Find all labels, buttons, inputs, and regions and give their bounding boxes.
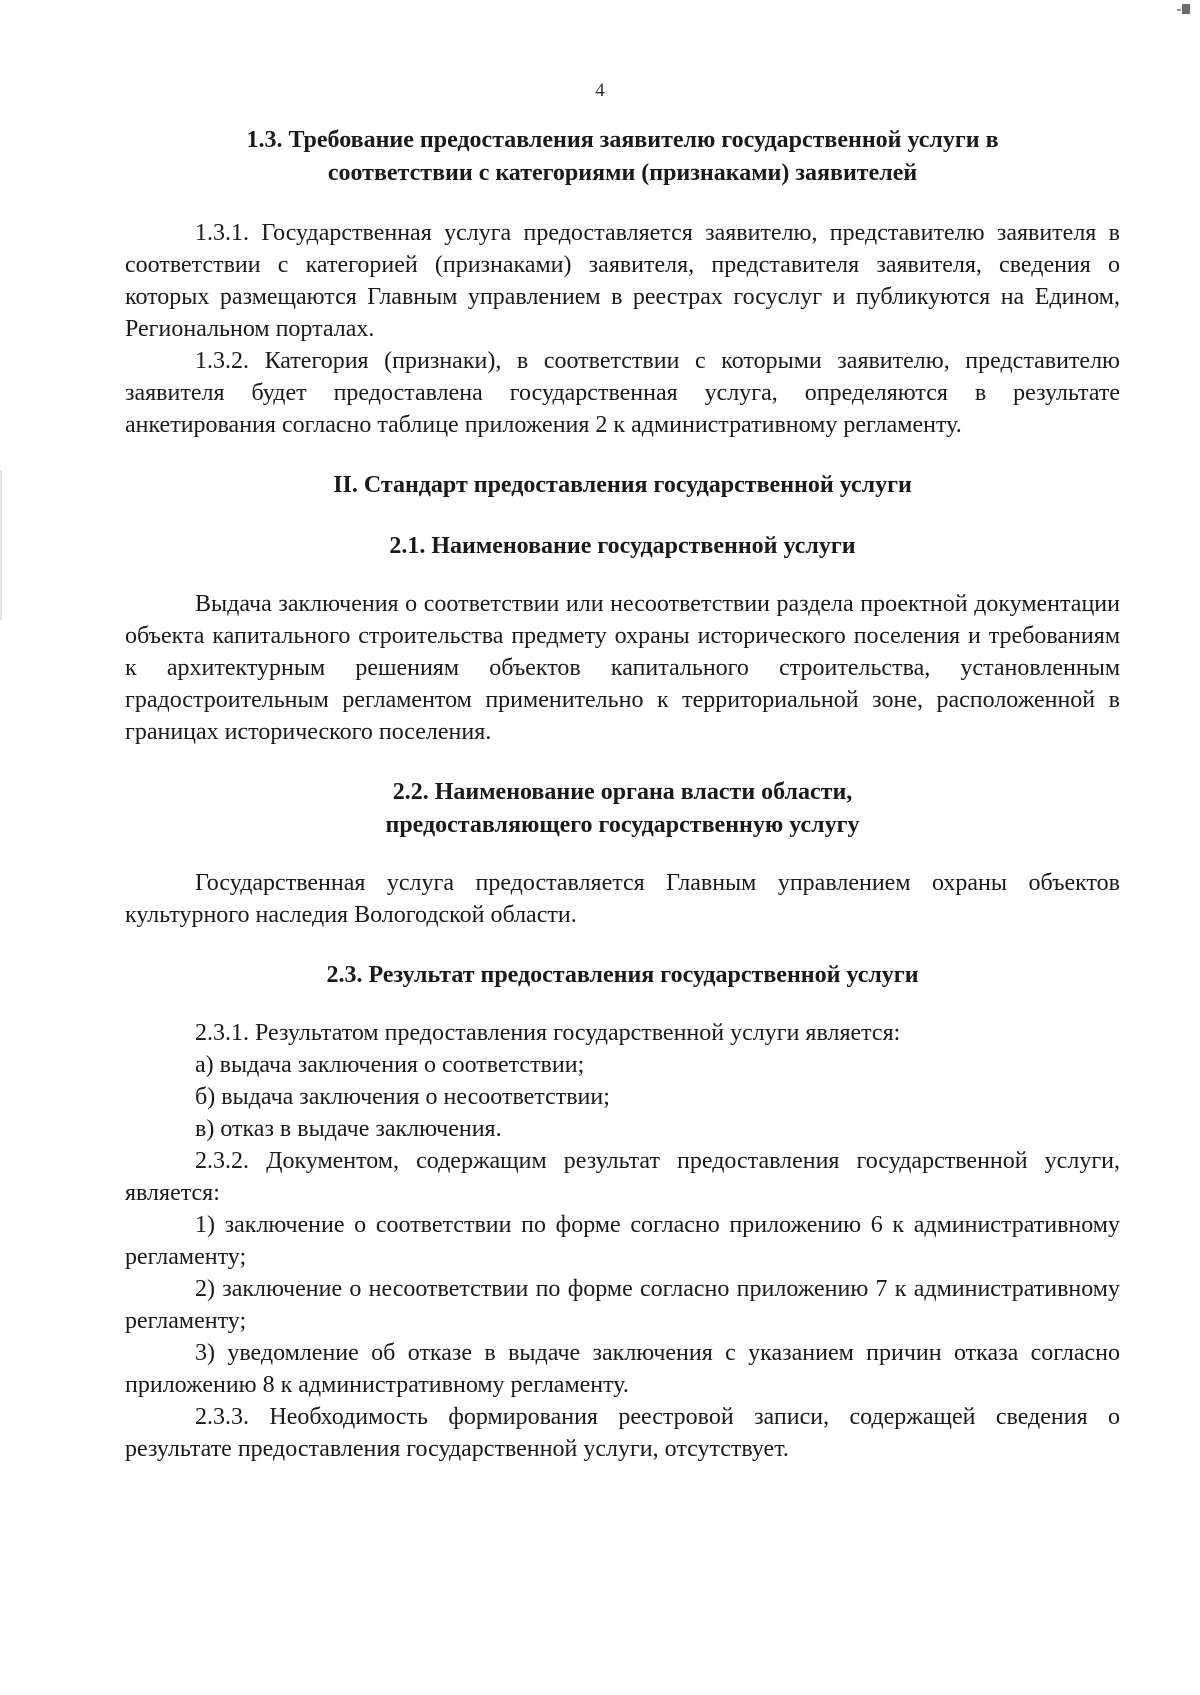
paragraph-1-3-2: 1.3.2. Категория (признаки), в соответствии с которыми заявителю, представителю заявителя будет предоставлена государственная услуга, определяются в результате анкетирования согласно таблице приложения 2 к административному регламенту. bbox=[125, 348, 1120, 438]
heading-1-3-line-1: 1.3. Требование предоставления заявителю государственной услуги в bbox=[246, 127, 999, 153]
heading-2-3: 2.3. Результат предоставления государственной услуги bbox=[326, 962, 919, 988]
heading-section-2: II. Стандарт предоставления государственной услуги bbox=[333, 472, 912, 498]
page-number: 4 bbox=[595, 80, 605, 101]
document-body bbox=[125, 124, 1120, 1465]
paragraph-2-3-3: 2.3.3. Необходимость формирования реестровой записи, содержащей сведения о результате предоставления государственной услуги, отсутствует. bbox=[125, 1404, 1120, 1462]
paragraph-1-3-1: 1.3.1. Государственная услуга предоставляется заявителю, представителю заявителя в соответствии с категорией (признаками) заявителя, представителя заявителя, сведения о которых размещаются Главным управлением в реестрах госуслуг и публикуются на Едином, Региональном порталах. bbox=[125, 220, 1120, 342]
paragraph-2-2: Государственная услуга предоставляется Главным управлением охраны объектов культурного наследия Вологодской области. bbox=[125, 870, 1120, 928]
paragraph-2-3-2: 2.3.2. Документом, содержащим результат предоставления государственной услуги, является: bbox=[125, 1148, 1120, 1206]
heading-1-3 bbox=[125, 124, 1120, 190]
list-item-a: а) выдача заключения о соответствии; bbox=[195, 1052, 585, 1078]
list-item-b: б) выдача заключения о несоответствии; bbox=[195, 1084, 610, 1110]
heading-1-3-line-2: соответствии с категориями (признаками) заявителей bbox=[327, 160, 918, 186]
list-item-c: в) отказ в выдаче заключения. bbox=[195, 1116, 502, 1142]
scan-artifact bbox=[1182, 4, 1190, 14]
list-item-3: 3) уведомление об отказе в выдаче заключения с указанием причин отказа согласно приложению 8 к административному регламенту. bbox=[125, 1340, 1120, 1398]
heading-2-1: 2.1. Наименование государственной услуги bbox=[389, 533, 856, 559]
heading-2-2 bbox=[125, 776, 1120, 842]
scan-edge bbox=[0, 470, 2, 620]
heading-2-2-line-1: 2.2. Наименование органа власти области, bbox=[392, 779, 853, 805]
paragraph-2-1: Выдача заключения о соответствии или несоответствии раздела проектной документации объекта капитального строительства предмету охраны исторического поселения и требованиям к архитектурным решениям объектов капитального строительства, установленным градостроительным регламентом применительно к территориальной зоне, расположенной в границах исторического поселения. bbox=[125, 591, 1120, 745]
heading-2-2-line-2: предоставляющего государственную услугу bbox=[385, 812, 860, 838]
list-item-2: 2) заключение о несоответствии по форме согласно приложению 7 к административному регламенту; bbox=[125, 1276, 1120, 1334]
paragraph-2-3-1: 2.3.1. Результатом предоставления государственной услуги является: bbox=[195, 1020, 901, 1046]
list-item-1: 1) заключение о соответствии по форме согласно приложению 6 к административному регламенту; bbox=[125, 1212, 1120, 1270]
